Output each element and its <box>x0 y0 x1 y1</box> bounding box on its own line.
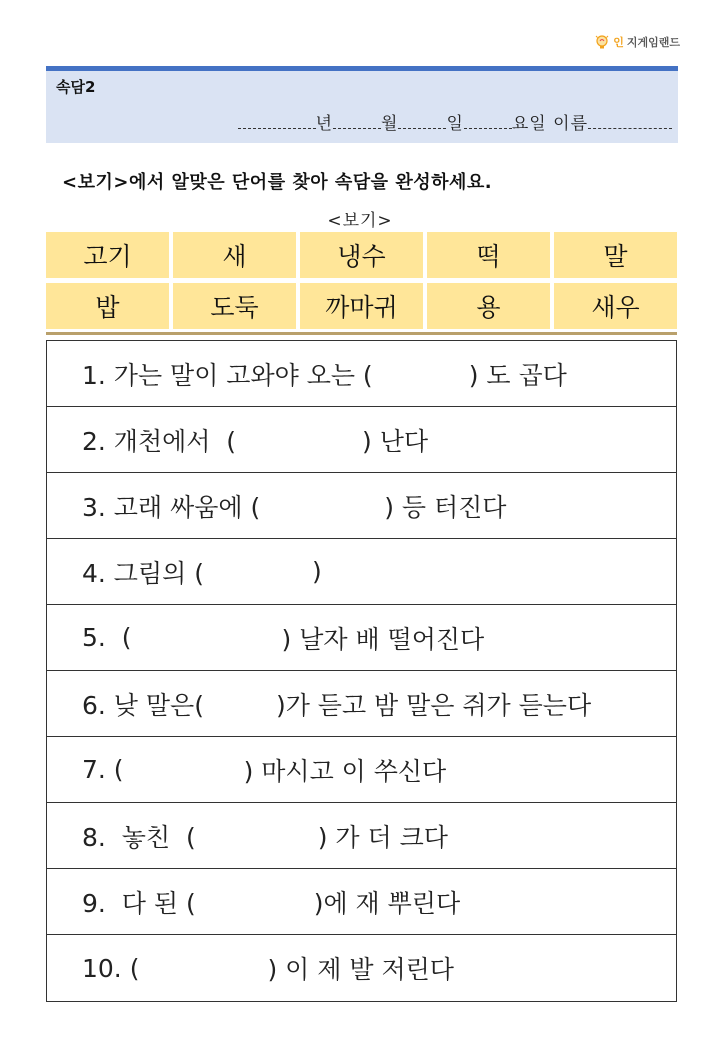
question-text-before: 2. 개천에서 ( <box>82 426 237 456</box>
question-text-after: ) 마시고 이 쑤신다 <box>243 756 447 786</box>
logo-text-rest: 지게임랜드 <box>626 36 680 49</box>
question-text-after: ) 가 더 크다 <box>317 822 448 852</box>
name-blank[interactable] <box>588 114 672 129</box>
question-text-before: 1. 가는 말이 고와야 오는 ( <box>82 360 373 390</box>
question-text-after: ) 이 제 발 저린다 <box>267 955 454 984</box>
question-text-before: 4. 그림의 ( <box>82 558 204 588</box>
header-fields <box>238 109 672 134</box>
question-text-after: ) 난다 <box>362 426 429 456</box>
bogi-word: 까마귀 <box>300 283 423 329</box>
bogi-word: 말 <box>554 232 677 278</box>
question-row <box>47 671 676 737</box>
bogi-word: 도둑 <box>173 283 296 329</box>
question-row <box>47 539 676 605</box>
question-text-after: ) 날자 배 떨어진다 <box>281 624 485 654</box>
question-text-before: 9. 다 된 ( <box>82 888 196 918</box>
proverb-question-list <box>46 340 677 1002</box>
name-label: 이름 <box>553 114 588 134</box>
worksheet-header <box>46 66 678 143</box>
year-blank[interactable] <box>238 114 316 129</box>
weekday-label: 요일 <box>511 114 547 134</box>
month-label: 월 <box>381 114 399 134</box>
day-label: 일 <box>446 114 464 134</box>
question-row <box>47 407 676 473</box>
brain-lightbulb-icon <box>594 34 610 50</box>
question-row <box>47 869 676 935</box>
question-text-after: )에 재 뿌린다 <box>313 888 461 918</box>
bogi-word-grid <box>46 232 677 335</box>
question-text-after: ) <box>311 557 322 586</box>
logo-text-first: 인 <box>613 36 624 49</box>
question-row <box>47 803 676 869</box>
question-text-after: ) 도 곱다 <box>468 360 567 390</box>
question-row <box>47 473 676 539</box>
bogi-word: 새우 <box>554 283 677 329</box>
worksheet-title: 속담2 <box>56 78 96 96</box>
bogi-label: <보기> <box>327 211 393 231</box>
bogi-word: 고기 <box>46 232 169 278</box>
question-text-before: 5. ( <box>82 623 132 652</box>
weekday-blank[interactable] <box>464 114 512 129</box>
bogi-word: 밥 <box>46 283 169 329</box>
brand-logo <box>594 34 680 50</box>
question-text-after: )가 듣고 밤 말은 쥐가 듣는다 <box>275 690 592 720</box>
question-row <box>47 935 676 1001</box>
question-text-before: 8. 놓친 ( <box>82 822 196 852</box>
month-blank[interactable] <box>333 114 381 129</box>
question-row <box>47 605 676 671</box>
question-text-after: ) 등 터진다 <box>384 492 507 522</box>
year-label: 년 <box>315 114 333 134</box>
question-text-before: 10. ( <box>82 953 140 983</box>
bogi-word: 용 <box>427 283 550 329</box>
bogi-word: 새 <box>173 232 296 278</box>
question-text-before: 7. ( <box>82 755 124 784</box>
question-text-before: 6. 낮 말은( <box>82 690 204 720</box>
question-text-before: 3. 고래 싸움에 ( <box>82 492 261 522</box>
bogi-word: 냉수 <box>300 232 423 278</box>
day-blank[interactable] <box>398 114 446 129</box>
question-row <box>47 737 676 803</box>
question-row <box>47 341 676 407</box>
bogi-word: 떡 <box>427 232 550 278</box>
instruction-text: <보기>에서 알맞은 단어를 찾아 속담을 완성하세요. <box>62 172 493 193</box>
